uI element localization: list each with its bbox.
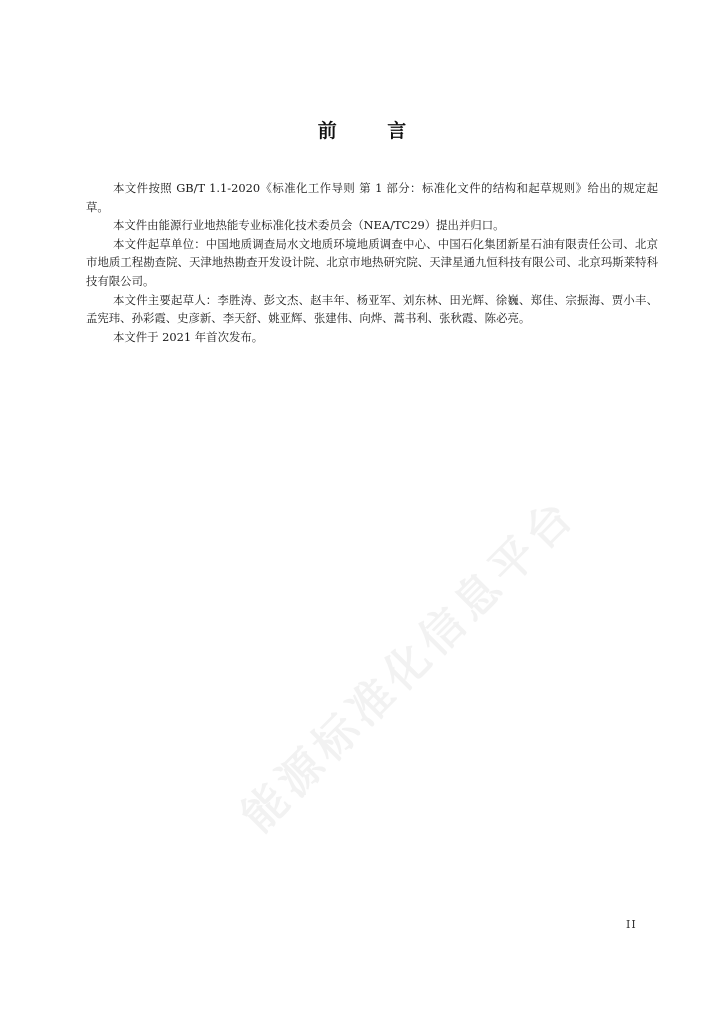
page-title: 前 言	[317, 120, 429, 142]
paragraph-first-release: 本文件于 2021 年首次发布。	[113, 329, 264, 344]
paragraph-drafters: 本文件主要起草人：李胜涛、彭文杰、赵丰年、杨亚军、刘东林、田光辉、徐巍、郑佳、宗振海、贾小丰、孟宪玮、孙彩霞、史彦新、李天舒、姚亚辉、张建伟、向烨、蒿书利、张秋霞、陈必亮。	[86, 292, 658, 326]
paragraph-proposer: 本文件由能源行业地热能专业标准化技术委员会（NEA/TC29）提出并归口。	[113, 218, 505, 233]
paragraph-drafting-units: 本文件起草单位：中国地质调查局水文地质环境地质调查中心、中国石化集团新星石油有限责任公司、北京市地质工程勘查院、天津地热勘查开发设计院、北京市地热研究院、天津星通九恒科技有限公司、北京玛斯莱特科技有限公司。	[86, 236, 658, 288]
page-number: II	[626, 918, 637, 931]
paragraph-drafting-rules: 本文件按照 GB/T 1.1-2020《标准化工作导则 第 1 部分：标准化文件的结构和起草规则》给出的规定起草。	[86, 181, 658, 214]
watermark: 能源标准化信息平台	[232, 488, 587, 843]
foreword-body	[86, 179, 658, 346]
